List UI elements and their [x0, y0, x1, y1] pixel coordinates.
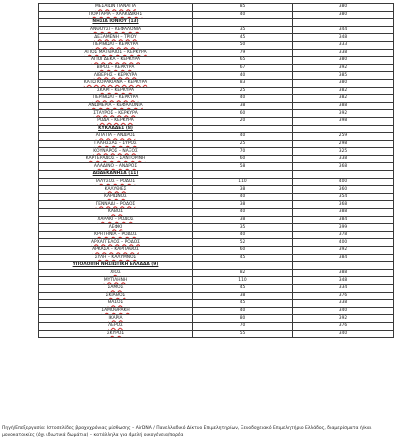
value-cell-b: 380	[293, 57, 394, 65]
table-row	[39, 148, 394, 156]
value-cell-a: 70	[193, 148, 293, 156]
value-cell-b: 382	[293, 87, 394, 95]
location-cell	[39, 133, 193, 141]
value-cell-a: 79	[193, 49, 293, 57]
value-cell-b: 378	[293, 231, 394, 239]
value-cell-b: 392	[293, 64, 394, 72]
value-cell-b: 380	[293, 11, 394, 19]
table-row	[39, 330, 394, 338]
location-name: ΜΕΣΑΙΩΝ ΠΑΝΑΓΙΑ	[94, 4, 136, 10]
location-name: ΑΡΚΑΣΑ – ΚΑΡΠΑΘΟΣ	[92, 247, 139, 253]
value-cell-a: 35	[193, 224, 293, 232]
location-name: ΠΕΡΙΘΩΛΙ – ΚΕΡΚΥΡΑ	[92, 95, 139, 101]
location-name: ΜΥΤΙΛΗΝΗ	[103, 277, 128, 283]
value-cell-b: 385	[293, 72, 394, 80]
value-cell-b: 333	[293, 41, 394, 49]
value-cell-a: 40	[193, 231, 293, 239]
location-cell	[39, 95, 193, 103]
value-cell-b: 298	[293, 140, 394, 148]
table-row	[39, 117, 394, 125]
location-name: ΑΠΑΤΙΑ – ΑΝΔΡΟΣ	[95, 133, 136, 139]
table-row	[39, 155, 394, 163]
value-cell-a: 67	[193, 64, 293, 72]
value-cell-a: 70	[193, 322, 293, 330]
table-row	[39, 315, 394, 323]
value-cell-a: 85	[193, 4, 293, 12]
table-row	[39, 292, 394, 300]
value-cell-b: 388	[293, 102, 394, 110]
value-cell-b: 354	[293, 193, 394, 201]
table-row	[39, 72, 394, 80]
table-row	[39, 224, 394, 232]
value-cell-b: 340	[293, 307, 394, 315]
location-name: ΣΤΑΥΡΟΣ – ΚΕΡΚΥΡΑ	[93, 110, 138, 116]
value-cell-a: 60	[193, 110, 293, 118]
location-cell	[39, 110, 193, 118]
value-cell-b: 380	[293, 79, 394, 87]
table-row	[39, 300, 394, 308]
location-cell	[39, 284, 193, 292]
value-cell-b: 380	[293, 4, 394, 12]
value-cell-a	[193, 19, 293, 27]
value-cell-a: 55	[193, 330, 293, 338]
value-cell-a: 25	[193, 87, 293, 95]
location-name: ΧΑΡΑΚΙ – ΡΟΔΟΣ	[97, 216, 134, 222]
location-name: ΓΑΛΗΣΣΑΣ – ΣΥΡΟΣ	[94, 140, 137, 146]
table-row	[39, 239, 394, 247]
value-cell-a: 38	[193, 216, 293, 224]
location-cell	[39, 209, 193, 217]
location-cell	[39, 300, 193, 308]
value-cell-b: 338	[293, 300, 394, 308]
location-cell	[39, 307, 193, 315]
table-row	[39, 95, 394, 103]
location-cell	[39, 49, 193, 57]
location-name: ΑΓΙΟΙ ΔΕΚΑ – ΚΕΡΚΥΡΑ	[90, 57, 141, 63]
location-cell	[39, 193, 193, 201]
location-cell	[39, 57, 193, 65]
value-cell-a: 50	[193, 41, 293, 49]
location-cell	[39, 72, 193, 80]
value-cell-a: 40	[193, 11, 293, 19]
value-cell-b: 400	[293, 239, 394, 247]
section-title-cell	[39, 19, 193, 27]
location-name: ΣΑΜΟΘΡΑΚΗ	[101, 308, 130, 314]
table-row	[39, 133, 394, 141]
section-header-row	[39, 19, 394, 27]
source-note: Πηγή/Επεξεργασία: Ιστοσελίδες βραχυχρόνιας μίσθωσης – AirDNA / Πανελλαδικό Δίκτυο Επιμελητηρίων, Ξενοδοχειακό Επιμελητήριο Ελλάδος, διαμερίσματα ή/και μονοκατοικίες (όχι ιδιωτικά δωμάτια) – κατάλληλα για 4μελή οικογένεια/παρέα	[2, 426, 372, 438]
value-cell-a: 38	[193, 186, 293, 194]
table-row	[39, 4, 394, 12]
rental-prices-table	[38, 3, 394, 338]
location-name: ΠΟΡΤΑΡΙΑ – ΧΑΛΚΙΔΙΚΗΣ	[88, 11, 143, 17]
value-cell-b: 392	[293, 247, 394, 255]
location-name: ΔΕΞΑΜΕΝΗ – ΤΡΙΟΥ	[94, 34, 137, 40]
value-cell-b: 388	[293, 209, 394, 217]
section-title-cell	[39, 262, 193, 270]
section-title-cell	[39, 125, 193, 133]
location-name: ΚΑΤΩ ΚΟΡΑΚΙΑΝΑ – ΚΕΡΚΥΡΑ	[83, 80, 148, 86]
value-cell-b: 399	[293, 224, 394, 232]
table-row	[39, 87, 394, 95]
value-cell-b	[293, 19, 394, 27]
section-title: ΚΥΚΛΑΔΕΣ (8)	[98, 125, 133, 131]
location-cell	[39, 277, 193, 285]
value-cell-b: 376	[293, 322, 394, 330]
value-cell-b: 384	[293, 254, 394, 262]
location-cell	[39, 117, 193, 125]
location-name: ΣΥΛΗ – ΚΑΛΥΜΝΟΣ	[94, 254, 137, 260]
location-cell	[39, 178, 193, 186]
table-row	[39, 64, 394, 72]
location-name: ΚΟΥΝΑΡΟΣ – ΝΑΞΟΣ	[93, 148, 138, 154]
value-cell-b: 392	[293, 110, 394, 118]
location-cell	[39, 11, 193, 19]
value-cell-b: 384	[293, 216, 394, 224]
table-row	[39, 186, 394, 194]
location-name: ΛΕΡΟΣ	[108, 323, 123, 329]
location-cell	[39, 148, 193, 156]
value-cell-a	[193, 171, 293, 179]
location-name: ΧΙΟΣ	[110, 270, 121, 276]
location-cell	[39, 269, 193, 277]
value-cell-a	[193, 125, 293, 133]
section-title: ΥΠΟΛΟΙΠΗ ΝΗΣΙΩΤΙΚΗ ΕΛΛΑΔΑ (9)	[72, 262, 159, 268]
location-cell	[39, 315, 193, 323]
location-name: ΚΑΛΥΘΙΕΣ	[104, 186, 127, 192]
location-name: ΓΕΝΝΑΔΙ – ΡΟΔΟΣ	[95, 201, 136, 207]
value-cell-a: 45	[193, 254, 293, 262]
table-row	[39, 11, 394, 19]
location-name: ΚΡΗΤΗΝΙΑ – ΡΟΔΟΣ	[94, 232, 137, 238]
value-cell-b: 348	[293, 34, 394, 42]
value-cell-b: 338	[293, 49, 394, 57]
value-cell-a: 40	[193, 133, 293, 141]
value-cell-b: 368	[293, 163, 394, 171]
table-row	[39, 284, 394, 292]
location-cell	[39, 231, 193, 239]
table-row	[39, 57, 394, 65]
location-cell	[39, 87, 193, 95]
section-title: ΝΗΣΙΑ ΙΟΝΙΟΥ (13)	[92, 19, 139, 25]
value-cell-a: 40	[193, 72, 293, 80]
location-name: ΠΕΡΙΘΩΛΙ – ΚΕΡΚΥΡΑ	[92, 42, 139, 48]
location-name: ΡΟΔΑ – ΚΕΡΚΥΡΑ	[97, 118, 134, 124]
value-cell-a: 40	[193, 307, 293, 315]
value-cell-b: 392	[293, 315, 394, 323]
value-cell-a: 38	[193, 102, 293, 110]
value-cell-a: 40	[193, 95, 293, 103]
value-cell-a: 83	[193, 79, 293, 87]
value-cell-a: 110	[193, 277, 293, 285]
location-name: ΒΙΡΟΣ – ΚΕΡΚΥΡΑ	[96, 65, 135, 71]
location-cell	[39, 4, 193, 12]
location-name: ΙΑΛΥΣΟΣ – ΡΟΔΟΣ	[95, 178, 136, 184]
value-cell-b: 400	[293, 178, 394, 186]
value-cell-b: 368	[293, 201, 394, 209]
location-name: ΣΚΥΡΟΣ	[106, 330, 125, 336]
location-name: ΑΛΑΔΙΝΟ – ΑΝΔΡΟΣ	[93, 163, 138, 169]
table-row	[39, 247, 394, 255]
location-cell	[39, 216, 193, 224]
value-cell-a: 60	[193, 155, 293, 163]
location-name: ΣΚΙΑΘΟΣ	[105, 292, 126, 298]
location-cell	[39, 322, 193, 330]
value-cell-b: 398	[293, 117, 394, 125]
table-row	[39, 41, 394, 49]
location-name: ΚΑΡΤΕΡΑΔΟΣ – ΣΑΝΤΟΡΙΝΗ	[85, 156, 146, 162]
location-name: ΑΓΙΟΣ ΜΑΤΘΑΙΟΣ – ΚΕΡΚΥΡΑ	[84, 49, 147, 55]
value-cell-a: 20	[193, 117, 293, 125]
location-cell	[39, 64, 193, 72]
location-cell	[39, 330, 193, 338]
table-row	[39, 307, 394, 315]
location-name: ΛΙΒΕΡΗΣ – ΚΕΡΚΥΡΑ	[93, 72, 138, 78]
location-cell	[39, 140, 193, 148]
location-name: ΚΑΒΟΣ	[107, 209, 124, 215]
location-name: ΑΝΘΟΥΣΙ – ΚΕΦΑΛΟΝΙΑ	[89, 27, 142, 33]
value-cell-a: 45	[193, 300, 293, 308]
value-cell-b	[293, 262, 394, 270]
section-header-row	[39, 262, 394, 270]
table-row	[39, 26, 394, 34]
value-cell-a: 40	[193, 193, 293, 201]
value-cell-b: 325	[293, 148, 394, 156]
location-name: ΑΡΧΑΓΓΕΛΟΣ – ΡΟΔΟΣ	[91, 239, 140, 245]
value-cell-a: 38	[193, 292, 293, 300]
value-cell-b: 344	[293, 26, 394, 34]
location-name: ΙΚΑΡΙΑ	[108, 315, 123, 321]
value-cell-b: 360	[293, 186, 394, 194]
value-cell-b: 348	[293, 277, 394, 285]
table-row	[39, 178, 394, 186]
table-row	[39, 209, 394, 217]
value-cell-b: 382	[293, 95, 394, 103]
value-cell-a: 35	[193, 26, 293, 34]
table-body	[39, 4, 394, 338]
value-cell-a: 110	[193, 178, 293, 186]
value-cell-a: 45	[193, 34, 293, 42]
table-row	[39, 193, 394, 201]
location-cell	[39, 102, 193, 110]
value-cell-a	[193, 262, 293, 270]
table-row	[39, 79, 394, 87]
value-cell-a: 58	[193, 163, 293, 171]
value-cell-a: 40	[193, 209, 293, 217]
location-cell	[39, 254, 193, 262]
value-cell-a: 45	[193, 284, 293, 292]
table-row	[39, 140, 394, 148]
value-cell-a: 25	[193, 140, 293, 148]
location-cell	[39, 155, 193, 163]
value-cell-a: 80	[193, 315, 293, 323]
value-cell-b: 388	[293, 269, 394, 277]
table-row	[39, 269, 394, 277]
location-cell	[39, 247, 193, 255]
table-row	[39, 254, 394, 262]
value-cell-a: 82	[193, 269, 293, 277]
location-name: ΛΕΦΚΙ	[108, 224, 123, 230]
location-cell	[39, 26, 193, 34]
location-cell	[39, 224, 193, 232]
table-row	[39, 102, 394, 110]
value-cell-a: 52	[193, 239, 293, 247]
table-row	[39, 322, 394, 330]
value-cell-b: 340	[293, 330, 394, 338]
location-name: ΘΑΣΟΣ	[107, 300, 124, 306]
value-cell-a: 60	[193, 247, 293, 255]
value-cell-b: 376	[293, 292, 394, 300]
location-cell	[39, 186, 193, 194]
location-name: ΣΑΜΟΣ	[107, 285, 124, 291]
table-row	[39, 49, 394, 57]
value-cell-b	[293, 125, 394, 133]
location-name: ΚΑΡΙΩΝΟΣ	[104, 194, 127, 200]
location-cell	[39, 34, 193, 42]
value-cell-b	[293, 171, 394, 179]
section-title-cell	[39, 171, 193, 179]
table-row	[39, 34, 394, 42]
location-cell	[39, 41, 193, 49]
section-header-row	[39, 125, 394, 133]
table-row	[39, 201, 394, 209]
location-cell	[39, 79, 193, 87]
location-name: ΑΝΩΜΕΡΙΑ – ΚΕΦΑΛΟΝΙΑ	[88, 103, 143, 109]
value-cell-b: 338	[293, 155, 394, 163]
value-cell-a: 65	[193, 57, 293, 65]
location-cell	[39, 292, 193, 300]
value-cell-b: 259	[293, 133, 394, 141]
table-row	[39, 216, 394, 224]
table-row	[39, 231, 394, 239]
location-cell	[39, 163, 193, 171]
section-header-row	[39, 171, 394, 179]
table-row	[39, 163, 394, 171]
section-title: ΔΩΔΕΚΑΝΗΣΑ (11)	[92, 171, 139, 177]
table-row	[39, 277, 394, 285]
value-cell-b: 334	[293, 284, 394, 292]
table-row	[39, 110, 394, 118]
value-cell-a: 38	[193, 201, 293, 209]
location-cell	[39, 201, 193, 209]
location-name: ΣΚΑΡΙ – ΚΕΡΚΥΡΑ	[96, 87, 135, 93]
location-cell	[39, 239, 193, 247]
